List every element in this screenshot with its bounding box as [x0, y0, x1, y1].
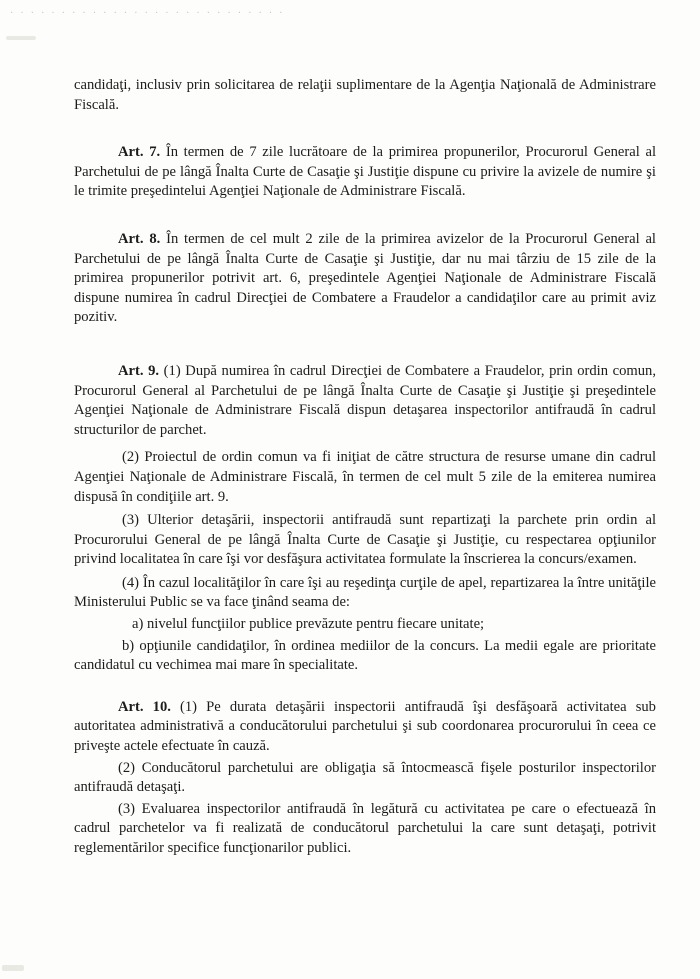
- article-10-paragraph-2: (2) Conducătorul parchetului are obligaţia să întocmească fişele posturilor inspectorilor antifraudă detaşaţi.: [74, 759, 656, 796]
- article-8-text: În termen de cel mult 2 zile de la primirea avizelor de la Procurorul General al Parchetului de pe lângă Înalta Curte de Casaţie şi Justiţie, dar nu mai târziu de 15 zile de la primirea propunerilor potrivit art. 6, preşedintele Agenţiei Naţionale de Administrare Fiscală dispune numirea în cadrul Direcţiei de Combatere a Fraudelor a candidaţilor care au primit aviz pozitiv.: [74, 230, 656, 326]
- article-7: [74, 143, 656, 202]
- article-9-paragraph-2: (2) Proiectul de ordin comun va fi iniţiat de către structura de resurse umane din cadrul Agenţiei Naţionale de Administrare Fiscală, în termen de cel mult 5 zile de la emiterea numirea dispusă în condiţiile art. 9.: [74, 449, 656, 505]
- scan-smudge: [6, 36, 36, 40]
- article-9-label: Art. 9.: [118, 362, 160, 379]
- article-10-text-1: (1) Pe durata detaşării inspectorii antifraudă îşi desfăşoară activitatea sub autoritatea administrativă a conducătorului parchetului şi sub coordonarea procurorului în ceea ce priveşte actele efectuate în cauză.: [74, 698, 656, 755]
- article-9-item-a: a) nivelul funcţiilor publice prevăzute pentru fiecare unitate;: [132, 616, 485, 633]
- article-9-text-1: (1) După numirea în cadrul Direcţiei de Combatere a Fraudelor, prin ordin comun, Procurorul General al Parchetului de pe lângă Înalta Curte de Casaţie şi Justiţie şi preşedintele Agenţiei Naţionale de Administrare Fiscală dispun detaşarea inspectorilor antifraudă în cadrul structurilor de parchet.: [74, 362, 656, 438]
- article-10-paragraph-3: (3) Evaluarea inspectorilor antifraudă în legătură cu activitatea pe care o efectuează în cadrul parchetelor va fi realizată de conducătorul parchetului la care sunt detaşaţi, potrivit reglementărilor specifice funcţionarilor publici.: [74, 800, 656, 856]
- article-7-label: Art. 7.: [118, 144, 161, 161]
- article-10-label: Art. 10.: [118, 698, 171, 715]
- scan-artifact: · · · · · · · · · · · · · · · · · · · · · · · · · · ·: [10, 8, 285, 19]
- article-8-label: Art. 8.: [118, 230, 161, 247]
- article-9-paragraph-4: (4) În cazul localităţilor în care îşi au reşedinţa curţile de apel, repartizarea la între unităţile Ministerului Public se va face ţinând seama de:: [74, 574, 656, 611]
- article-9-paragraph-3: (3) Ulterior detaşării, inspectorii antifraudă sunt repartizaţi la parchete prin ordin al Procurorului General de pe lângă Înalta Curte de Casaţie şi Justiţie, cu respectarea opţiunilor privind localitatea în care îşi vor desfăşura activitatea formulate la înscrierea la concurs/examen.: [74, 512, 656, 568]
- article-8: [74, 230, 656, 328]
- article-9-item-b: b) opţiunile candidaţilor, în ordinea mediilor de la concurs. La medii egale are prioritate candidatul cu vechimea mai mare în specialitate.: [74, 637, 656, 674]
- article-9-paragraph-1: [74, 362, 656, 440]
- scan-smudge-bottom: [2, 965, 24, 971]
- article-7-text: În termen de 7 zile lucrătoare de la primirea propunerilor, Procurorul General al Parchetului de pe lângă Înalta Curte de Casaţie şi Justiţie dispune cu privire la avizele de numire şi le trimite preşedintelui Agenţiei Naţionale de Administrare Fiscală.: [74, 144, 656, 200]
- intro-paragraph: candidaţi, inclusiv prin solicitarea de relaţii suplimentare de la Agenţia Naţională de Administrare Fiscală.: [74, 77, 656, 113]
- article-10-paragraph-1: [74, 698, 656, 757]
